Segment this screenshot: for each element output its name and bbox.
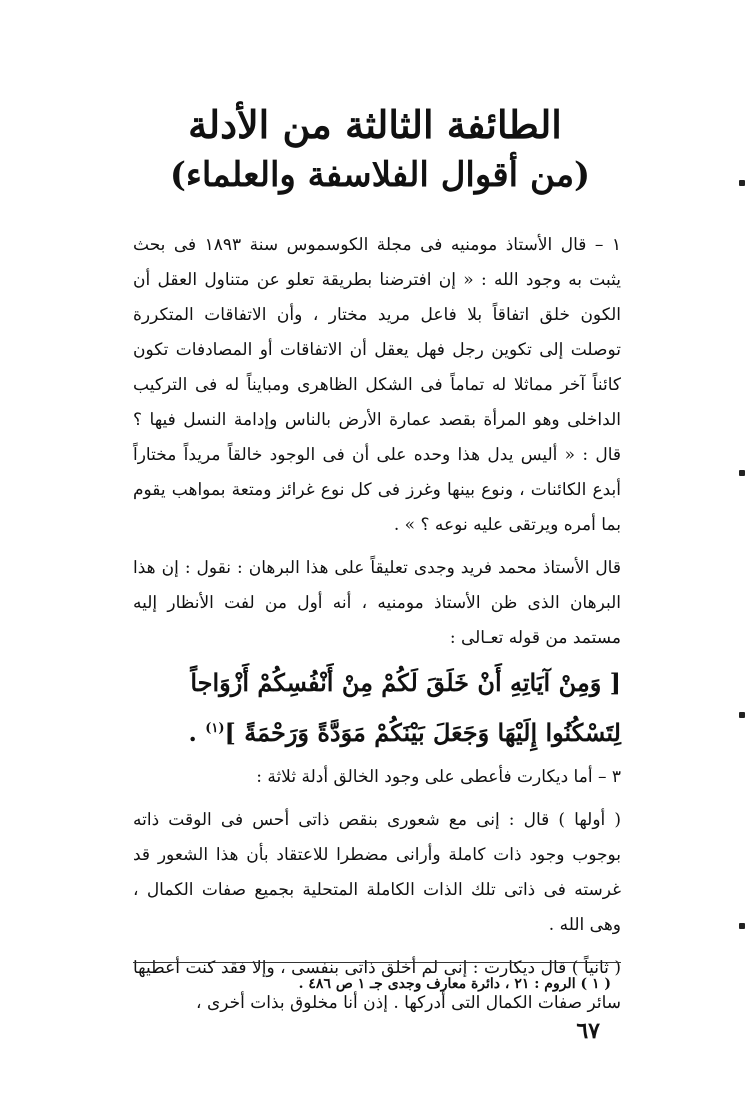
verse-end-dot: . (188, 718, 197, 747)
margin-mark (739, 923, 745, 929)
paragraph-4: ( أولها ) قال : إنى مع شعورى بنقص ذاتى أحس فى الوقت ذاته بوجوب وجود ذات كاملة وأرانى مضطرا للاعتقاد بأن هذا الشعور قد غرسته فى ذاتى تلك الذات الكاملة المتحلية بجميع صفات الكمال ، وهى الله . (133, 810, 621, 935)
margin-mark (739, 470, 745, 476)
verse-footnote-ref: (١) (205, 721, 225, 736)
paragraph-3: ٣ – أما ديكارت فأعطى على وجود الخالق أدلة ثلاثة : (256, 767, 621, 787)
chapter-title: الطائفة الثالثة من الأدلة (188, 102, 562, 147)
margin-mark (739, 180, 745, 186)
paragraph-5: ( ثانياً ) قال ديكارت : إنى لم أخلق ذاتى بنفسى ، وإلا فقد كنت أعطيها سائر صفات الكمال التى أدركها . إذن أنا مخلوق بذات أخرى ، (133, 958, 621, 1013)
page-number: ٦٧ (576, 1018, 600, 1044)
paragraph-2: قال الأستاذ محمد فريد وجدى تعليقاً على هذا البرهان : نقول : إن هذا البرهان الذى ظن الأستاذ مومنيه ، أنه أول من لفت الأنظار إليه مستمد من قوله تعـالى : (133, 558, 621, 648)
verse-line-2-text: لِتَسْكُنُوا إِلَيْهَا وَجَعَلَ بَيْنَكُمْ مَوَدَّةً وَرَحْمَةً ] (224, 718, 621, 747)
verse-line-1: [ وَمِنْ آيَاتِهِ أَنْ خَلَقَ لَكُمْ مِنْ أَنْفُسِكُمْ أَزْوَاجاً (190, 668, 621, 697)
chapter-subtitle: (من أقوال الفلاسفة والعلماء) (169, 155, 591, 195)
footnote-divider (133, 962, 621, 963)
footnote: ( ١ ) الروم : ٢١ ، دائرة معارف وجدى جـ ١ ص ٤٨٦ . (298, 976, 611, 992)
paragraph-1: ١ – قال الأستاذ مومنيه فى مجلة الكوسموس سنة ١٨٩٣ فى بحث يثبت به وجود الله : « إن افترضنا بطريقة تعلو عن متناول العقل أن الكون خلق اتفاقاً بلا فاعل مريد مختار ، وأن الاتفاقات المتكررة توصلت إلى تكوين رجل فهل يعقل أن الاتفاقات أو المصادفات تكون كائناً آخر مماثلا له تماماً فى الشكل الظاهرى ومبايناً له فى التركيب الداخلى وهو المرأة بقصد عمارة الأرض بالناس وإدامة النسل فيها ؟ قال : « أليس يدل هذا وحده على أن فى الوجود خالقاً مريداً مختاراً أبدع الكائنات ، ونوع بينها وغرز فى كل نوع غرائز ومتعة بمواهب يقوم بما أمره ويرتقى عليه نوعه ؟ » . (133, 235, 621, 535)
margin-mark (739, 712, 745, 718)
quran-verse (133, 660, 621, 756)
body-text (133, 228, 621, 1021)
verse-line-2 (133, 706, 621, 756)
